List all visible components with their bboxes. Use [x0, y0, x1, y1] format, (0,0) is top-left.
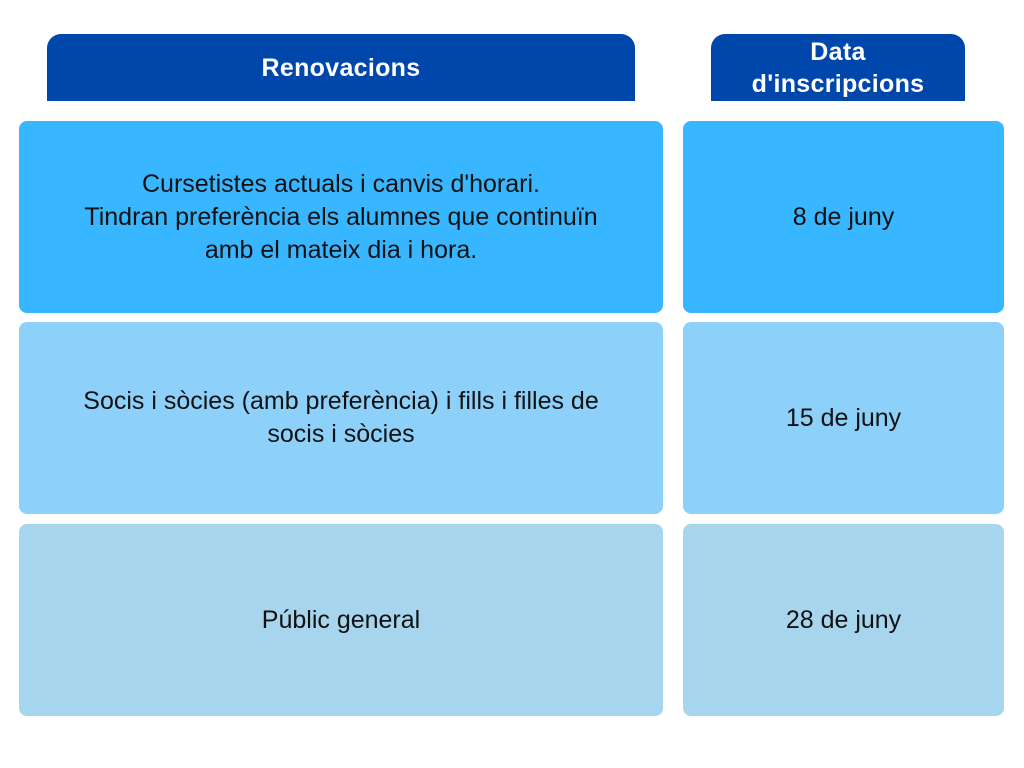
header-renovacions [47, 34, 635, 101]
row-3-description [19, 524, 663, 716]
header-renovacions-label: Renovacions [261, 53, 421, 82]
row-2-description-line: socis i sòcies [267, 420, 415, 448]
row-1-date [683, 121, 1004, 313]
row-2-description [19, 322, 663, 514]
row-1-date-label: 8 de juny [792, 202, 895, 231]
row-1-description-line: Cursetistes actuals i canvis d'horari. [142, 169, 540, 198]
row-1-description-line: amb el mateix dia i hora. [204, 235, 478, 264]
header-data-line2: d'inscripcions [751, 69, 925, 98]
row-3-description-line: Públic general [261, 605, 421, 634]
row-2-date [683, 322, 1004, 514]
row-2-description-line: Socis i sòcies (amb preferència) i fills i filles de [83, 387, 599, 415]
row-2-date-label: 15 de juny [785, 403, 902, 432]
row-3-date-label: 28 de juny [785, 605, 902, 634]
row-1-description [19, 121, 663, 313]
row-3-date [683, 524, 1004, 716]
header-data-inscripcions [711, 34, 965, 101]
row-1-description-line: Tindran preferència els alumnes que continuïn [84, 202, 598, 231]
header-data-line1: Data [810, 37, 866, 66]
